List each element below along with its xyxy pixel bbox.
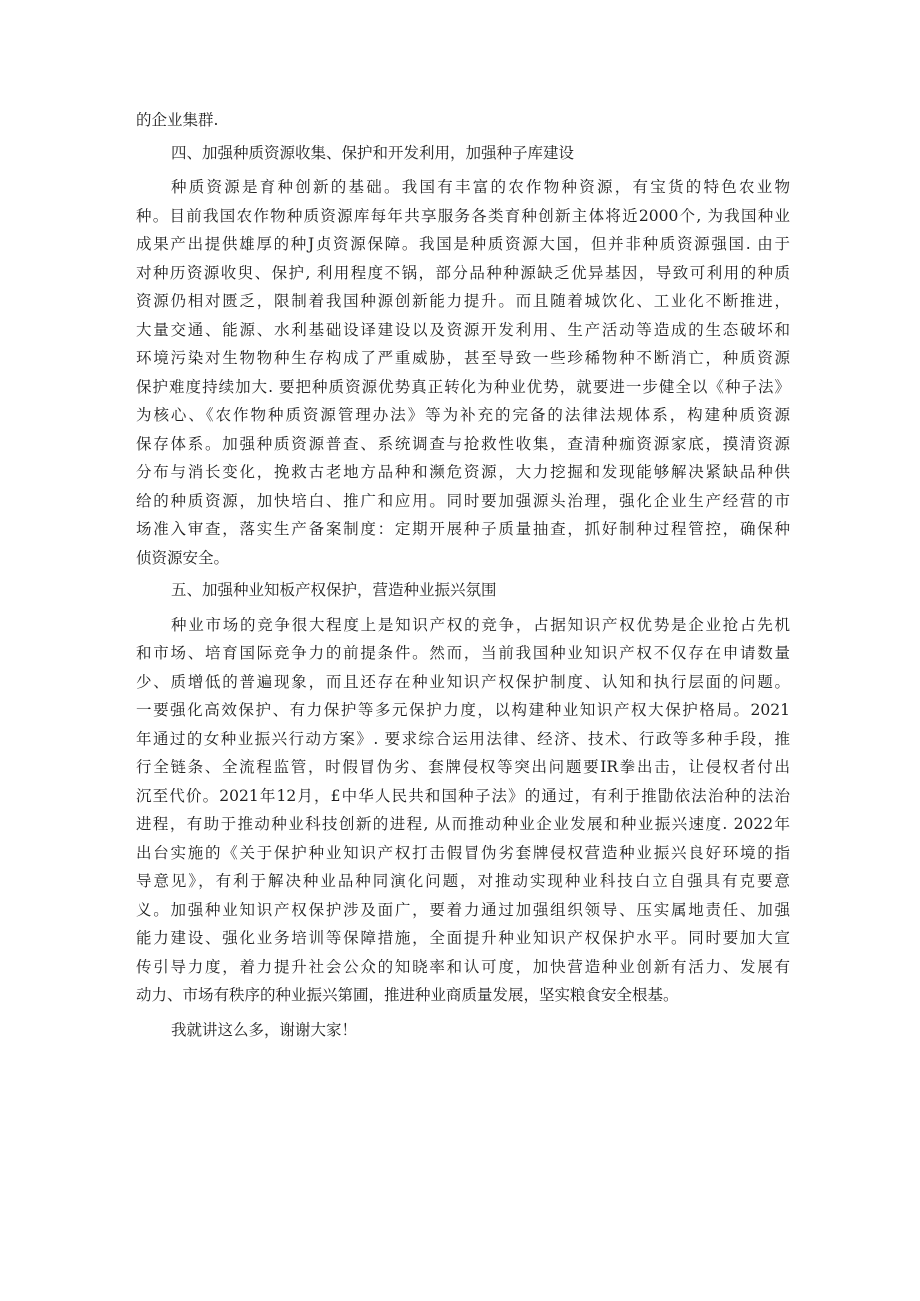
section-heading-4: [136, 139, 790, 168]
section-4-body: [136, 173, 790, 572]
text-line: 成果产出提供雄厚的种J贞资源保障。我国是种质资源大国，但并非种质资源强国. 由于: [136, 235, 790, 253]
document-page: [136, 106, 790, 1044]
text-line: 资源仍相对匮乏，限制着我国种源创新能力提升。而且随着城饮化、工业化不断推进，: [136, 292, 790, 310]
heading-text: 四、加强种质资源收集、保护和开发利用，加强种子库建设: [171, 143, 575, 162]
text-line: 侦资源安全。: [136, 548, 230, 567]
text-line: 进程，有助于推动种业科技创新的进程, 从而推动种业企业发展和种业振兴速度. 2022年: [136, 815, 790, 833]
text-line: 能力建设、强化业务培训等保障措施，全面提升种业知识产权保护水平。同时要加大宣: [136, 929, 790, 947]
section-5-body: [136, 611, 790, 1010]
text-line: 给的种质资源，加快培白、推广和应用。同时要加强源头治理，强化企业生产经营的市: [136, 491, 790, 510]
text-line: 我就讲这么多，谢谢大家！: [171, 1020, 358, 1039]
closing-remark: [136, 1016, 790, 1045]
text-line: 沉至代价。2021年12月，£中华人民共和国种子法》的通过，有利于推勖依法治种的法治: [136, 786, 790, 805]
text-line: 义。加强种业知识产权保护涉及面广，要着力通过加强组织领导、压实属地责任、加强: [136, 900, 790, 919]
text-line: 大量交通、能源、水利基础设译建设以及资源开发利用、生产活动等造成的生态破坏和: [136, 320, 790, 339]
paragraph-continuation: [136, 106, 790, 135]
text-line: 出台实施的《关于保护种业知识产权打击假冒伪劣套牌侵权营造种业振兴良好环境的指: [136, 843, 790, 862]
text-line: 导意见》，有利于解决种业品种同演化问题，对推动实现种业科技白立自强具有克要意: [136, 872, 790, 890]
text-line: 种业市场的竞争很大程度上是知识产权的竞争，占据知识产权优势是企业抢占先机: [171, 615, 790, 634]
text-line: 的企业集群.: [136, 111, 219, 129]
text-line: 年通过的女种业振兴行动方案》. 要求综合运用法律、经济、技术、行政等多种手段，推: [136, 729, 790, 748]
heading-text: 五、加强种业知板产权保护，营造种业振兴氛围: [171, 581, 497, 599]
text-line: 保存体系。加强种质资源普查、系统调查与抢救性收集，查清种痂资源家底，摸清资源: [136, 434, 790, 453]
text-line: 动力、市场有秩序的种业振兴第圃，推进种业商质量发展，坚实粮食安全根基。: [136, 986, 679, 1004]
text-line: 一要强化高效保护、有力保护等多元保护力度，以构建种业知识产权大保护格局。2021: [136, 701, 790, 719]
text-line: 场准入审查，落实生产备案制度：定期开展种子质量抽查，抓好制种过程管控，确保种: [136, 520, 790, 538]
text-line: 对种历资源收臾、保护, 利用程度不锅，部分品种种源缺乏优异基因，导致可利用的种质: [136, 263, 790, 282]
text-line: 环境污染对生物物种生存构成了严重威胁，甚至导致一些珍稀物种不断消亡，种质资源: [136, 349, 790, 367]
section-heading-5: [136, 576, 790, 605]
text-line: 和市场、培育国际竞争力的前提条件。然而，当前我国种业知识产权不仅存在申请数量: [136, 644, 790, 662]
text-line: 分布与消长变化，挽救古老地方品种和濒危资源，大力挖掘和发现能够解决紧缺品种供: [136, 463, 790, 481]
text-line: 传引导力度，着力提升社会公众的知晓率和认可度，加快营造种业创新有活力、发展有: [136, 957, 790, 976]
text-line: 种质资源是育种创新的基础。我国有丰富的农作物种资源，有宝货的特色农业物: [171, 178, 790, 196]
text-line: 少、质增低的普遍现象，而且还存在种业知识产权保护制度、认知和执行层面的问题。: [136, 672, 790, 691]
text-line: 保护难度持续加大. 要把种质资源优势真正转化为种业优势，就要进一步健全以《种子法》: [136, 377, 790, 396]
text-line: 为核心、《农作物种质资源管理办法》等为补充的完备的法律法规体系，构建种质资源: [136, 406, 790, 424]
text-line: 行全链条、全流程监管，时假冒伪劣、套牌侵权等突出问题要IR拳出击，让侵权者付出: [136, 758, 790, 776]
text-line: 种。目前我国农作物种质资源库每年共享服务各类育种创新主体将近2000个, 为我国种业: [136, 206, 790, 225]
